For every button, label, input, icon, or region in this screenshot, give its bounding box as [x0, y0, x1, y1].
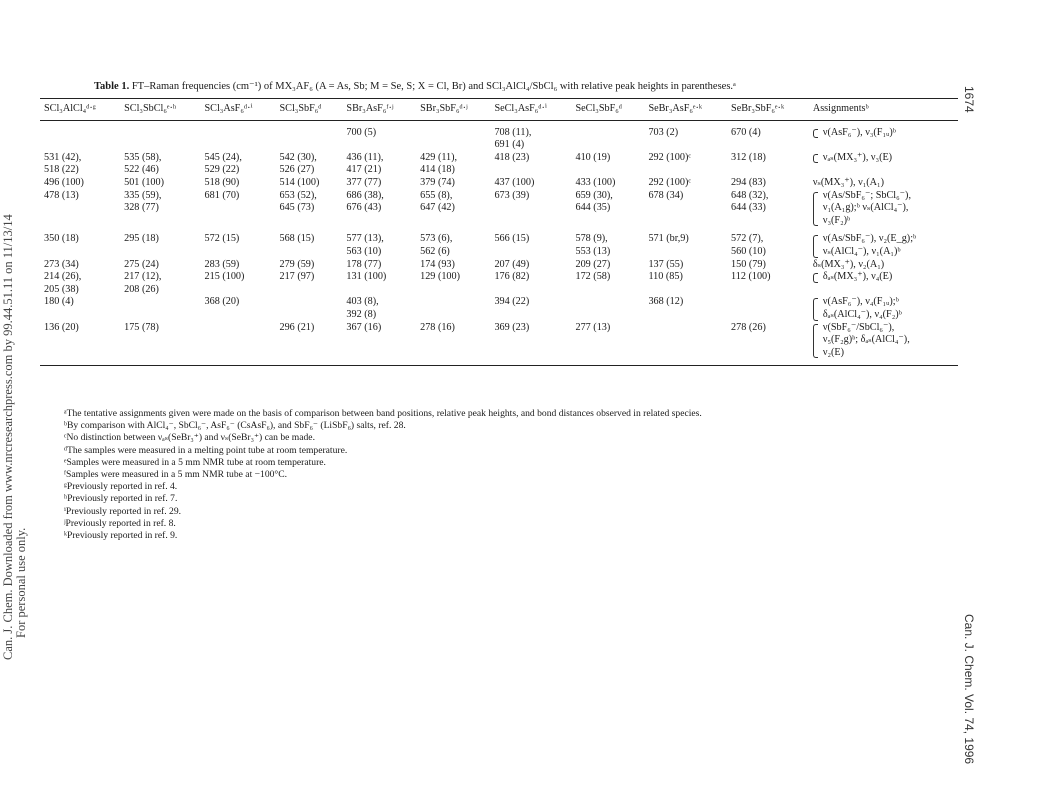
table-cell — [40, 296, 120, 321]
table-cell — [342, 120, 416, 152]
table-cell — [342, 177, 416, 190]
table-cell — [416, 120, 490, 152]
table-cell — [201, 152, 276, 177]
cell-value: 292 (100)ᶜ — [648, 151, 691, 163]
table-row — [40, 322, 958, 366]
table-cell — [201, 190, 276, 228]
table-cell — [275, 190, 342, 228]
footnote: ⁱPreviously reported in ref. 29. — [64, 505, 182, 517]
page-number: 1674 — [962, 86, 976, 113]
cell-value: 178 (77) — [346, 258, 382, 270]
cell-value: 645 (73) — [279, 202, 315, 214]
table-row — [40, 271, 958, 296]
table-cell — [727, 296, 809, 321]
table-cell — [644, 271, 727, 296]
assignment-line: ν₅(F₂g)ᵇ; δₐₛ(AlCl₄⁻), — [822, 334, 910, 346]
cell-value: 686 (38), — [346, 189, 384, 201]
cell-value: 573 (6), — [420, 233, 453, 245]
column-header: Assignmentsᵇ — [809, 99, 958, 121]
table-cell — [416, 322, 490, 366]
cell-value: 414 (18) — [420, 164, 455, 176]
assignment-text — [823, 152, 892, 165]
table-cell — [727, 120, 809, 152]
cell-value: 180 (4) — [44, 296, 74, 308]
table-row — [40, 227, 958, 258]
column-header: SCl₃SbCl₆ᵉ·ʰ — [120, 99, 200, 121]
cell-value: 295 (18) — [124, 233, 159, 245]
table-cell — [120, 190, 200, 228]
cell-value: 277 (13) — [575, 321, 611, 333]
assignment-group — [813, 177, 954, 190]
table-cell — [201, 271, 276, 296]
assignment-text — [823, 296, 902, 321]
cell-value: 275 (24) — [124, 258, 159, 270]
cell-value: 368 (20) — [204, 296, 240, 308]
cell-value: 429 (11), — [420, 151, 458, 163]
footnote: ᶜNo distinction between νₐₛ(SeBr₃⁺) and νₛ(SeBr₃⁺) can be made. — [64, 432, 315, 444]
table-cell — [342, 296, 416, 321]
column-header: SeCl₃AsF₆ᵈ·ⁱ — [490, 99, 571, 121]
cell-value: 572 (7), — [731, 233, 764, 245]
assignment-line: νₛ(MX₃⁺), ν₁(A₁) — [812, 176, 884, 188]
assignment-line: ν(As/SbF₆⁻; SbCl₆⁻), — [822, 189, 911, 201]
cell-value: 644 (33) — [731, 202, 766, 214]
bracket-mark — [813, 129, 818, 139]
table-cell — [40, 190, 120, 228]
cell-value: 678 (34) — [648, 189, 684, 201]
column-header: SBr₃AsF₆ᶠ·ʲ — [342, 99, 416, 121]
table-cell — [416, 177, 490, 190]
cell-value: 518 (90) — [204, 176, 240, 188]
assignment-cell — [809, 322, 958, 366]
watermark-line-1: Can. J. Chem. Downloaded from www.nrcresearchpress.com by 99.44.51.11 on 11/13/14 — [1, 214, 15, 660]
table-cell — [342, 259, 416, 272]
cell-value: 531 (42), — [44, 151, 82, 163]
cell-value: 112 (100) — [731, 271, 771, 283]
cell-value: 418 (23) — [494, 151, 530, 163]
cell-value: 673 (39) — [494, 189, 530, 201]
table-cell — [727, 177, 809, 190]
cell-value: 283 (59) — [204, 258, 240, 270]
assignment-group — [813, 259, 954, 272]
table-cell — [342, 227, 416, 258]
table-cell — [416, 259, 490, 272]
table-cell — [275, 227, 342, 258]
cell-value: 648 (32), — [731, 189, 769, 201]
cell-value: 350 (18) — [44, 233, 79, 245]
table-cell — [201, 259, 276, 272]
cell-value: 110 (85) — [648, 271, 683, 283]
footnote: ᵃThe tentative assignments given were made on the basis of comparison between band positions, relative peak heights, and bond distances observed in related species. — [64, 408, 702, 419]
table-cell — [644, 227, 727, 258]
cell-value: 137 (55) — [648, 258, 684, 270]
cell-value: 312 (18) — [731, 151, 766, 163]
cell-value: 572 (15) — [204, 233, 240, 245]
table-cell — [727, 190, 809, 228]
table-cell — [644, 152, 727, 177]
footnote: ʰPreviously reported in ref. 7. — [64, 493, 178, 505]
cell-value: 328 (77) — [124, 202, 159, 214]
table-cell — [571, 322, 644, 366]
table-caption — [94, 80, 954, 92]
table-cell — [490, 259, 571, 272]
table-cell — [120, 177, 200, 190]
table-cell — [120, 227, 200, 258]
table-cell — [416, 271, 490, 296]
assignment-cell — [809, 227, 958, 258]
assignment-line: ν(AsF₆⁻), ν₄(F₁ᵤ);ᵇ — [822, 296, 899, 308]
cell-value: 562 (6) — [420, 245, 450, 257]
table-cell — [571, 271, 644, 296]
cell-value: 560 (10) — [731, 245, 766, 257]
cell-value: 553 (13) — [575, 245, 611, 257]
bracket-mark — [813, 235, 818, 257]
assignment-cell — [809, 152, 958, 177]
table-cell — [490, 177, 571, 190]
cell-value: 377 (77) — [346, 176, 382, 188]
table-cell — [275, 322, 342, 366]
table-cell — [342, 271, 416, 296]
table-cell — [275, 271, 342, 296]
assignment-text — [813, 259, 884, 272]
cell-value: 535 (58), — [124, 151, 162, 163]
table-cell — [40, 120, 120, 152]
table-cell — [571, 259, 644, 272]
cell-value: 209 (27) — [575, 258, 611, 270]
cell-value: 367 (16) — [346, 321, 382, 333]
column-header: SBr₃SbF₆ᵈ·ʲ — [416, 99, 490, 121]
assignment-text — [823, 322, 910, 360]
table-cell — [644, 190, 727, 228]
table-row — [40, 190, 958, 228]
table-body — [40, 120, 958, 366]
assignment-cell — [809, 296, 958, 321]
cell-value: 131 (100) — [346, 271, 387, 283]
table-cell — [201, 177, 276, 190]
column-header: SCl₃SbF₆ᵈ — [275, 99, 342, 121]
table-cell — [571, 177, 644, 190]
cell-value: 136 (20) — [44, 321, 79, 333]
assignment-line: νₐₛ(MX₃⁺), ν₃(E) — [822, 151, 893, 163]
assignment-text — [823, 233, 916, 258]
assignment-text — [813, 177, 884, 190]
cell-value: 403 (8), — [346, 296, 379, 308]
assignment-group — [813, 127, 954, 140]
cell-value: 433 (100) — [575, 176, 616, 188]
table-cell — [416, 190, 490, 228]
table-cell — [201, 322, 276, 366]
table-cell — [644, 120, 727, 152]
cell-value: 659 (30), — [575, 189, 613, 201]
column-header: SCl₃AlCl₄ᵈ·ᵍ — [40, 99, 120, 121]
assignment-cell — [809, 177, 958, 190]
table-cell — [201, 227, 276, 258]
cell-value: 644 (35) — [575, 202, 611, 214]
table-cell — [120, 259, 200, 272]
assignment-group — [813, 233, 954, 258]
cell-value: 296 (21) — [279, 321, 315, 333]
table-label: Table 1. — [94, 81, 130, 92]
table-cell — [40, 259, 120, 272]
table-cell — [342, 322, 416, 366]
table-cell — [40, 271, 120, 296]
table-cell — [275, 120, 342, 152]
assignment-line: νₛ(AlCl₄⁻), ν₁(A₁)ᵇ — [822, 245, 901, 257]
table-cell — [120, 271, 200, 296]
table-cell — [490, 152, 571, 177]
cell-value: 691 (4) — [494, 139, 525, 151]
cell-value: 571 (br,9) — [648, 233, 689, 245]
assignment-cell — [809, 190, 958, 228]
table-cell — [416, 296, 490, 321]
cell-value: 217 (97) — [279, 271, 315, 283]
cell-value: 681 (70) — [204, 189, 240, 201]
cell-value: 436 (11), — [346, 151, 384, 163]
bracket-mark — [813, 324, 818, 359]
table-cell — [275, 296, 342, 321]
table-cell — [416, 227, 490, 258]
table-cell — [571, 152, 644, 177]
table-cell — [727, 152, 809, 177]
cell-value: 522 (46) — [124, 164, 159, 176]
column-header: SeBr₃SbF₆ᵉ·ᵏ — [727, 99, 809, 121]
assignment-line: ν(SbF₆⁻/SbCl₆⁻), — [822, 321, 895, 333]
table-cell — [40, 152, 120, 177]
assignment-group — [813, 152, 954, 165]
table-cell — [201, 120, 276, 152]
cell-value: 700 (5) — [346, 126, 377, 138]
table-cell — [342, 152, 416, 177]
cell-value: 708 (11), — [494, 126, 532, 138]
table-cell — [120, 296, 200, 321]
column-header: SCl₃AsF₆ᵈ·ⁱ — [201, 99, 276, 121]
cell-value: 279 (59) — [279, 258, 315, 270]
table-cell — [727, 271, 809, 296]
cell-value: 703 (2) — [648, 126, 679, 138]
cell-value: 578 (9), — [575, 233, 608, 245]
table-cell — [342, 190, 416, 228]
assignment-cell — [809, 120, 958, 152]
assignment-line: δₐₛ(AlCl₄⁻), ν₄(F₂)ᵇ — [822, 308, 902, 320]
table-row — [40, 259, 958, 272]
assignment-text — [823, 271, 892, 284]
cell-value: 518 (22) — [44, 164, 79, 176]
bracket-mark — [813, 298, 818, 320]
footnote: ᵉSamples were measured in a 5 mm NMR tube at room temperature. — [64, 456, 326, 468]
cell-value: 496 (100) — [44, 176, 84, 188]
bracket-mark — [813, 273, 818, 283]
table-cell — [571, 190, 644, 228]
column-header: SeCl₃SbF₆ᵈ — [571, 99, 644, 121]
table-cell — [40, 322, 120, 366]
cell-value: 215 (100) — [204, 271, 245, 283]
table-row — [40, 177, 958, 190]
cell-value: 501 (100) — [124, 176, 165, 188]
cell-value: 369 (23) — [494, 321, 530, 333]
cell-value: 394 (22) — [494, 296, 530, 308]
table-cell — [201, 296, 276, 321]
table-cell — [275, 259, 342, 272]
table-cell — [571, 120, 644, 152]
table-cell — [416, 152, 490, 177]
cell-value: 566 (15) — [494, 233, 530, 245]
footnote: ᶠSamples were measured in a 5 mm NMR tube at −100°C. — [64, 469, 288, 481]
cell-value: 208 (26) — [124, 283, 159, 295]
footnote: ʲPreviously reported in ref. 8. — [64, 517, 176, 529]
assignment-line: δₐₛ(MX₃⁺), ν₄(E) — [822, 271, 893, 283]
table-cell — [490, 227, 571, 258]
assignment-line: ν₁(A₁g);ᵇ νₛ(AlCl₄⁻), — [822, 202, 909, 214]
assignment-line: ν₂(E) — [822, 346, 845, 358]
table-cell — [644, 322, 727, 366]
table-cell — [40, 177, 120, 190]
table-header-row — [40, 99, 958, 121]
table-cell — [490, 120, 571, 152]
assignment-group — [813, 322, 954, 360]
column-header: SeBr₃AsF₆ᵉ·ᵏ — [644, 99, 727, 121]
bracket-mark — [813, 154, 818, 164]
table-caption-text: FT–Raman frequencies (cm⁻¹) of MX₃AF₆ (A = As, Sb; M = Se, S; X = Cl, Br) and SCl₃AlCl₄/SbCl₆ with relative peak heights in parentheses.ᵃ — [129, 81, 736, 92]
cell-value: 207 (49) — [494, 258, 530, 270]
cell-value: 563 (10) — [346, 245, 382, 257]
raman-frequency-table — [40, 98, 958, 366]
cell-value: 670 (4) — [731, 126, 761, 138]
watermark-line-2: For personal use only. — [14, 527, 28, 638]
table-cell — [40, 227, 120, 258]
footnote: ᵇBy comparison with AlCl₄⁻, SbCl₆⁻, AsF₆⁻ (CsAsF₆), and SbF₆⁻ (LiSbF₆) salts, ref. 28. — [64, 420, 406, 432]
table-cell — [120, 322, 200, 366]
download-watermark — [2, 214, 28, 660]
cell-value: 478 (13) — [44, 189, 79, 201]
table-cell — [571, 296, 644, 321]
table-cell — [490, 271, 571, 296]
footnote: ᵈThe samples were measured in a melting point tube at room temperature. — [64, 444, 348, 456]
table-row — [40, 152, 958, 177]
cell-value: 410 (19) — [575, 151, 611, 163]
footnote: ᵍPreviously reported in ref. 4. — [64, 481, 178, 493]
table-cell — [571, 227, 644, 258]
table-cell — [490, 190, 571, 228]
cell-value: 294 (83) — [731, 176, 766, 188]
cell-value: 368 (12) — [648, 296, 684, 308]
table-cell — [490, 296, 571, 321]
table-cell — [644, 259, 727, 272]
cell-value: 205 (38) — [44, 283, 79, 295]
cell-value: 174 (93) — [420, 258, 455, 270]
cell-value: 653 (52), — [279, 189, 317, 201]
cell-value: 217 (12), — [124, 271, 162, 283]
assignment-line: ν(As/SbF₆⁻), ν₂(E_g);ᵇ — [822, 233, 917, 245]
assignment-line: ν₃(F₂)ᵇ — [822, 214, 851, 226]
cell-value: 647 (42) — [420, 202, 455, 214]
assignment-cell — [809, 271, 958, 296]
cell-value: 542 (30), — [279, 151, 317, 163]
cell-value: 568 (15) — [279, 233, 315, 245]
cell-value: 676 (43) — [346, 202, 382, 214]
cell-value: 175 (78) — [124, 321, 159, 333]
cell-value: 545 (24), — [204, 151, 242, 163]
cell-value: 335 (59), — [124, 189, 162, 201]
assignment-group — [813, 296, 954, 321]
assignment-line: ν(AsF₆⁻), ν₃(F₁ᵤ)ᵇ — [822, 126, 896, 138]
table-cell — [275, 152, 342, 177]
assignment-group — [813, 271, 954, 284]
cell-value: 514 (100) — [279, 176, 320, 188]
cell-value: 273 (34) — [44, 258, 79, 270]
table-cell — [727, 227, 809, 258]
cell-value: 214 (26), — [44, 271, 82, 283]
table-cell — [120, 120, 200, 152]
cell-value: 437 (100) — [494, 176, 535, 188]
assignment-line: δₛ(MX₃⁺), ν₂(A₁) — [812, 258, 885, 270]
cell-value: 417 (21) — [346, 164, 382, 176]
cell-value: 392 (8) — [346, 308, 377, 320]
cell-value: 529 (22) — [204, 164, 240, 176]
table-cell — [490, 322, 571, 366]
table-cell — [727, 259, 809, 272]
footnote: ᵏPreviously reported in ref. 9. — [64, 530, 178, 542]
table-cell — [120, 152, 200, 177]
bracket-mark — [813, 192, 818, 227]
cell-value: 379 (74) — [420, 176, 455, 188]
table-cell — [275, 177, 342, 190]
cell-value: 150 (79) — [731, 258, 766, 270]
assignment-text — [823, 190, 911, 228]
table-cell — [644, 177, 727, 190]
journal-reference: Can. J. Chem. Vol. 74, 1996 — [962, 614, 976, 765]
table-footnotes — [64, 408, 702, 542]
assignment-cell — [809, 259, 958, 272]
cell-value: 278 (26) — [731, 321, 766, 333]
cell-value: 655 (8), — [420, 189, 453, 201]
cell-value: 278 (16) — [420, 321, 455, 333]
assignment-text — [823, 127, 896, 140]
cell-value: 292 (100)ᶜ — [648, 176, 691, 188]
table-cell — [727, 322, 809, 366]
assignment-group — [813, 190, 954, 228]
table-cell — [644, 296, 727, 321]
cell-value: 577 (13), — [346, 233, 384, 245]
cell-value: 172 (58) — [575, 271, 611, 283]
table-row — [40, 296, 958, 321]
cell-value: 526 (27) — [279, 164, 315, 176]
cell-value: 129 (100) — [420, 271, 461, 283]
table-row — [40, 120, 958, 152]
cell-value: 176 (82) — [494, 271, 530, 283]
